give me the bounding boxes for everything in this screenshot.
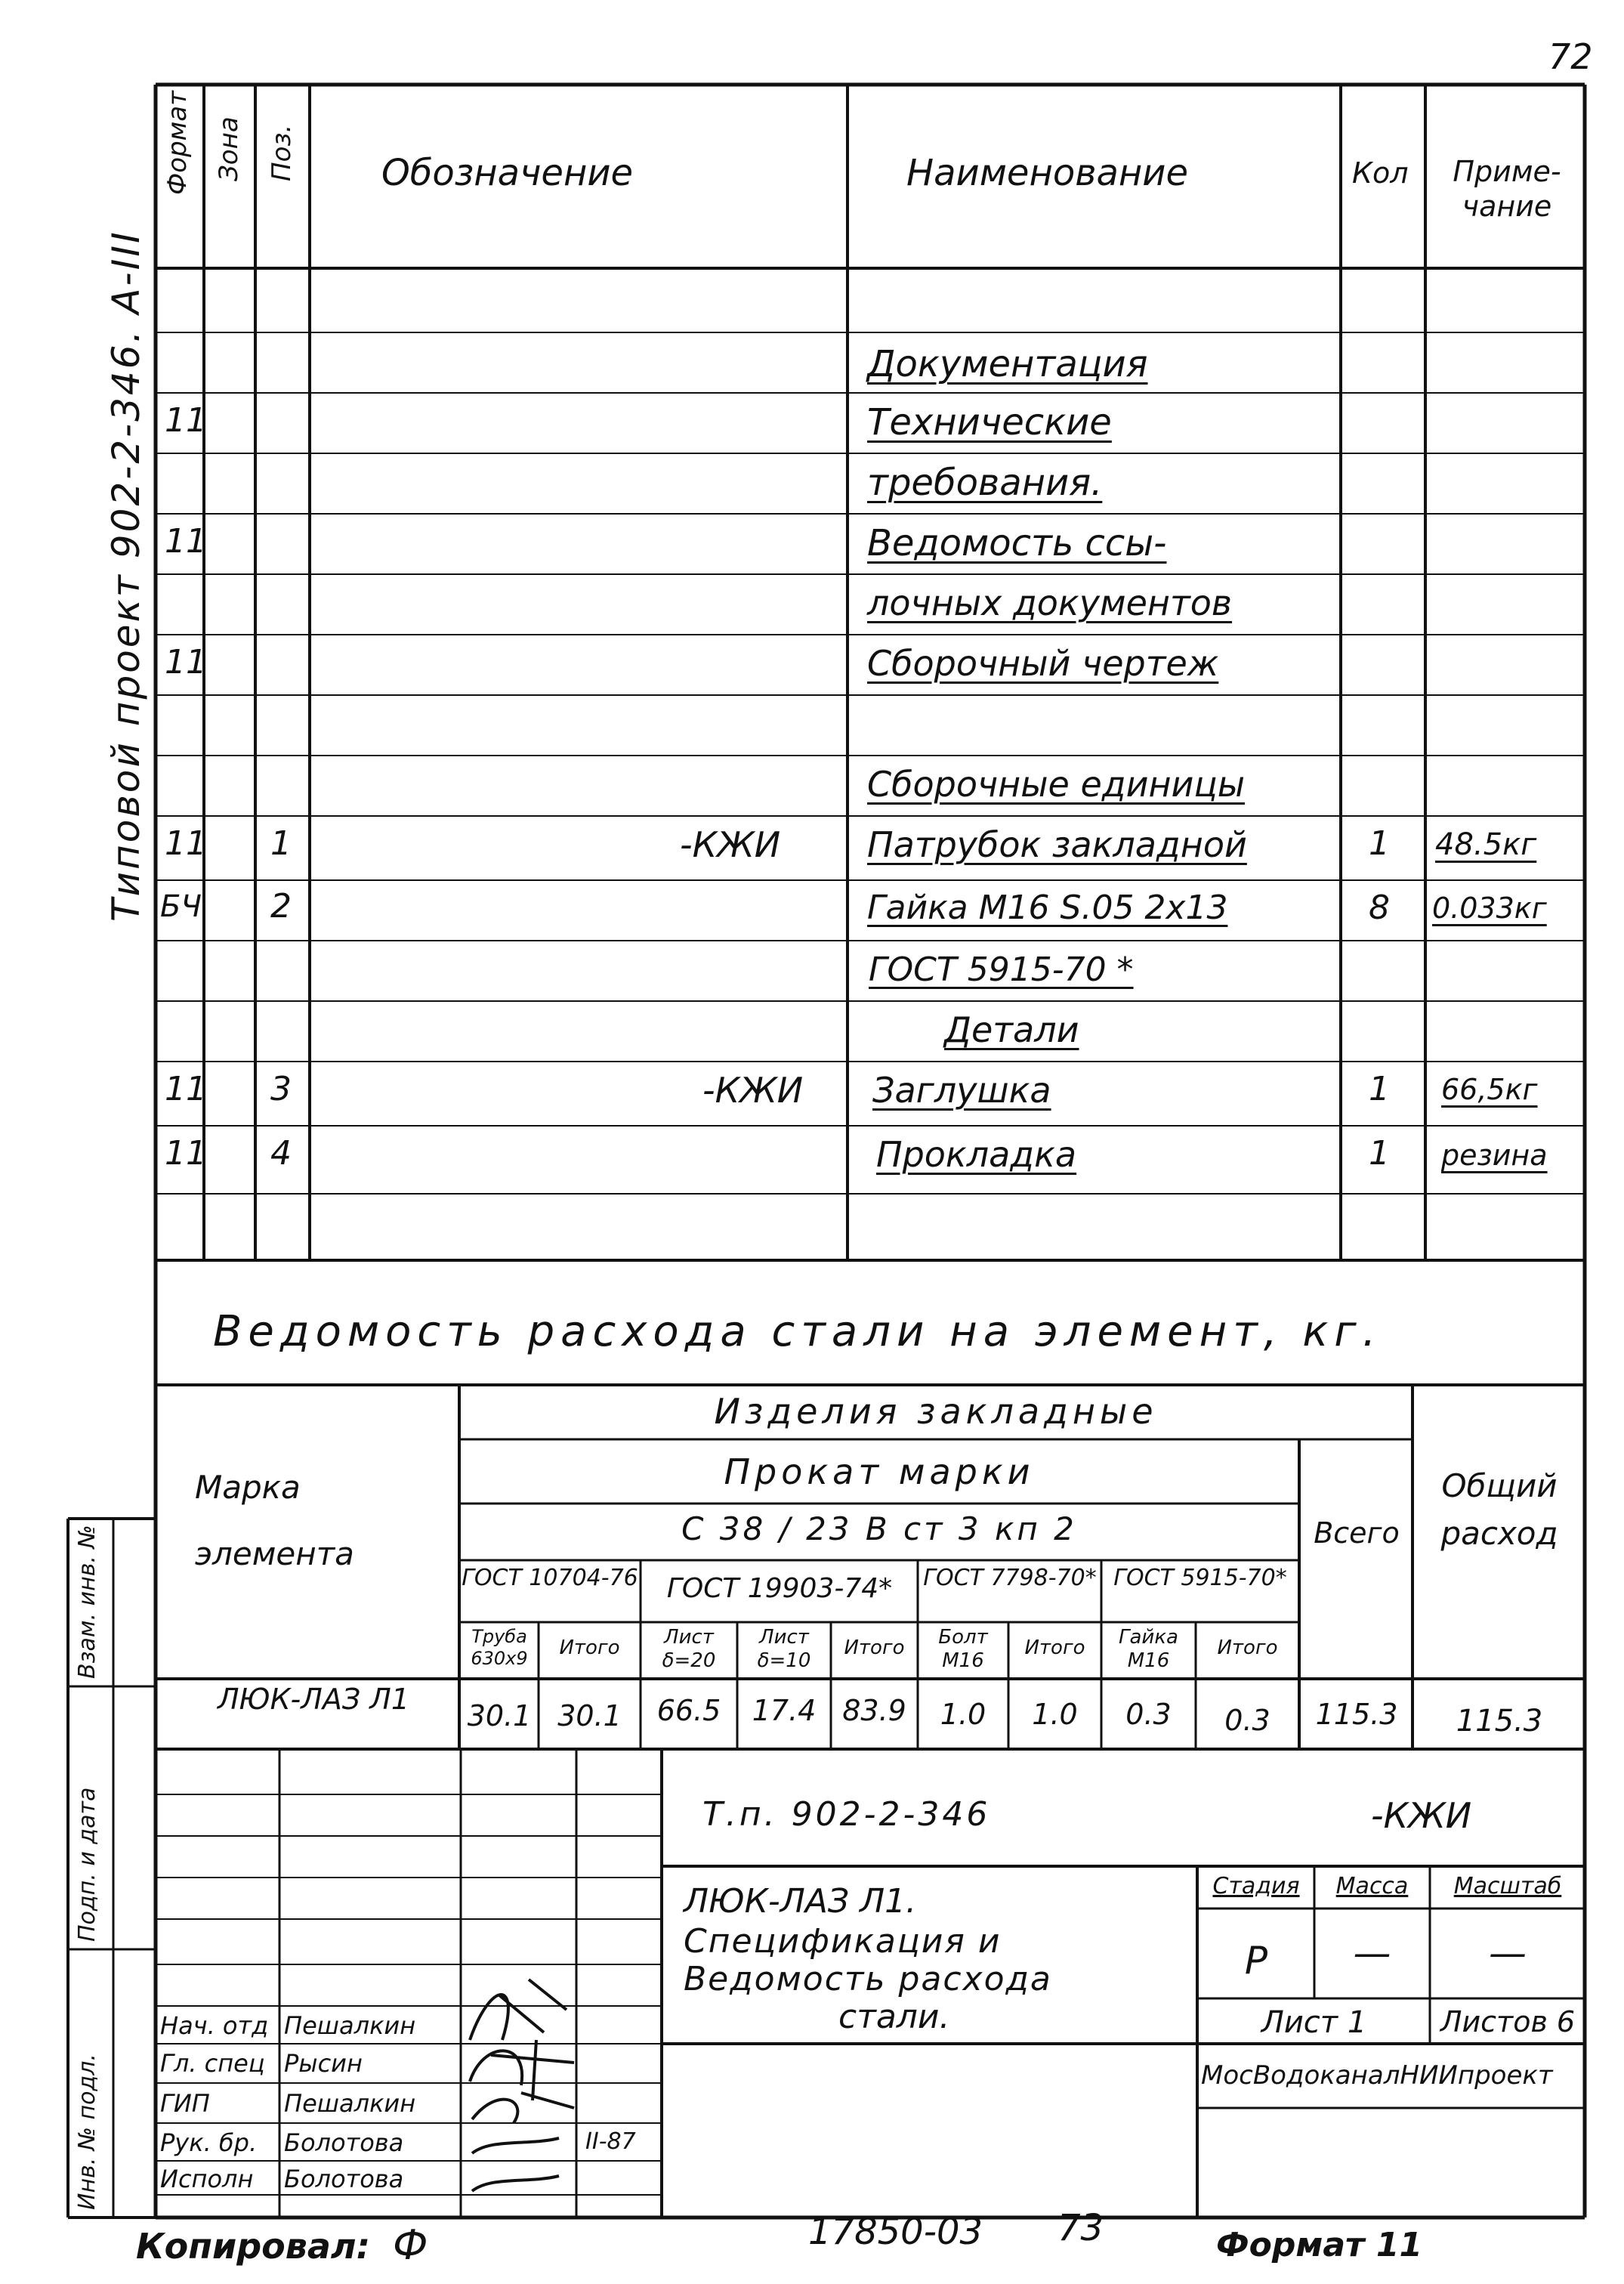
- steel-value: 30.1: [467, 1699, 532, 1732]
- steel-value: 17.4: [752, 1694, 817, 1727]
- steel-total: 115.3: [1315, 1698, 1398, 1731]
- row-pos: 3: [270, 1070, 292, 1108]
- document-number: 17850-03: [808, 2211, 983, 2253]
- organization: МосВодоканалНИИпроект: [1201, 2060, 1553, 2091]
- row-designation: -КЖИ: [702, 1070, 804, 1111]
- row-qty: 1: [1369, 1134, 1390, 1173]
- row-qty: 1: [1369, 824, 1390, 863]
- section-documentation: Документация: [867, 343, 1148, 385]
- row-pos: 4: [270, 1134, 292, 1173]
- row-name: Заглушка: [872, 1070, 1051, 1111]
- row-qty: 8: [1369, 889, 1390, 927]
- sign-role: Рук. бр.: [160, 2128, 258, 2157]
- signatures: [470, 1980, 574, 2191]
- stamp-title-line: стали.: [838, 1998, 950, 2036]
- page-number: 72: [1548, 36, 1593, 77]
- row-designation: -КЖИ: [680, 824, 781, 865]
- element-mark: ЛЮК-ЛАЗ Л1: [217, 1683, 410, 1716]
- row-name: Ведомость ссы-: [867, 522, 1167, 564]
- header-pos: Поз.: [267, 124, 297, 181]
- row-pos: 1: [270, 824, 292, 863]
- row-pos: 2: [270, 887, 292, 926]
- sign-name: Пешалкин: [284, 2089, 416, 2118]
- sub-header: Итого: [844, 1637, 905, 1659]
- sub-header: Лист δ=20: [662, 1626, 716, 1673]
- mark-header: Марка элемента: [195, 1469, 354, 1573]
- steel-overall: 115.3: [1456, 1704, 1543, 1738]
- sheet-number: Лист 1: [1261, 2005, 1367, 2040]
- row-note: 66,5кг: [1441, 1073, 1538, 1106]
- sheet-count: Листов 6: [1440, 2005, 1576, 2038]
- side-cell-sign-date: Подп. и дата: [74, 1787, 100, 1942]
- row-name: Прокладка: [876, 1134, 1077, 1175]
- total-header: Всего: [1314, 1516, 1400, 1550]
- row-name: ГОСТ 5915-70 *: [869, 950, 1134, 989]
- sub-header: Итого: [1217, 1637, 1278, 1659]
- sub-header: Итого: [559, 1637, 620, 1659]
- std-gost-7798: ГОСТ 7798-70*: [923, 1565, 1097, 1591]
- stamp-title-line: ЛЮК-ЛАЗ Л1.: [684, 1882, 917, 1921]
- row-note: резина: [1441, 1139, 1548, 1172]
- sub-header: Болт М16: [938, 1626, 988, 1673]
- row-note: 0.033кг: [1432, 892, 1547, 925]
- sign-role: Гл. спец: [160, 2049, 265, 2078]
- header-format: Формат: [162, 91, 193, 195]
- header-qty: Кол: [1352, 156, 1409, 190]
- mass-value: —: [1353, 1931, 1391, 1975]
- sub-header: Лист δ=10: [757, 1626, 811, 1673]
- sign-name: Болотова: [284, 2128, 404, 2157]
- steel-value: 1.0: [1032, 1698, 1078, 1731]
- stage-header: Стадия: [1212, 1873, 1300, 1899]
- row-qty: 1: [1369, 1070, 1390, 1108]
- products-header: Изделия закладные: [714, 1391, 1158, 1432]
- row-format: БЧ: [160, 889, 202, 924]
- section-details: Детали: [944, 1009, 1079, 1050]
- row-note: 48.5кг: [1435, 827, 1537, 862]
- sign-role: Нач. отд: [160, 2011, 269, 2040]
- header-note: Приме- чание: [1453, 155, 1561, 223]
- copied-label: Копировал:: [136, 2226, 370, 2267]
- stamp-suffix: -КЖИ: [1371, 1795, 1472, 1836]
- stage-value: Р: [1244, 1939, 1268, 1983]
- scale-value: —: [1489, 1931, 1527, 1975]
- header-zone: Зона: [214, 116, 244, 181]
- scale-header: Масштаб: [1453, 1873, 1562, 1899]
- side-cell-orig-inv: Инв. № подл.: [74, 2054, 100, 2210]
- row-name: Технические: [867, 401, 1112, 444]
- row-format: 11: [165, 1070, 207, 1108]
- section-assembly-units: Сборочные единицы: [867, 764, 1246, 805]
- row-name: Гайка М16 S.05 2х13: [867, 889, 1228, 927]
- row-format: 11: [165, 824, 207, 863]
- sub-header: Итого: [1024, 1637, 1085, 1659]
- overall-header: Общий расход: [1440, 1467, 1558, 1552]
- steel-value: 30.1: [557, 1699, 622, 1732]
- document-page: 73: [1057, 2207, 1104, 2249]
- sign-name: Рысин: [284, 2049, 363, 2078]
- row-format: 11: [165, 1134, 207, 1173]
- row-format: 11: [165, 643, 207, 681]
- stamp-code: Т.п. 902-2-346: [702, 1795, 991, 1834]
- sign-role: ГИП: [160, 2089, 210, 2118]
- sign-name: Пешалкин: [284, 2011, 416, 2040]
- row-name: Сборочный чертеж: [867, 643, 1219, 684]
- sign-role: Исполн: [160, 2165, 254, 2193]
- row-name: лочных документов: [867, 583, 1233, 623]
- copied-mark: Ф: [393, 2221, 428, 2269]
- header-name: Наименование: [906, 152, 1189, 194]
- sub-header: Гайка М16: [1119, 1626, 1178, 1673]
- std-gost-5915: ГОСТ 5915-70*: [1113, 1565, 1287, 1591]
- steel-value: 83.9: [842, 1694, 906, 1727]
- side-cell-replace-inv: Взам. инв. №: [74, 1525, 100, 1679]
- row-name: Патрубок закладной: [867, 824, 1247, 865]
- row-format: 11: [165, 522, 207, 561]
- steel-grade: С 38 / 23 В ст 3 кп 2: [681, 1510, 1077, 1547]
- stamp-title-line: Ведомость расхода: [684, 1960, 1052, 1998]
- sign-name: Болотова: [284, 2165, 404, 2193]
- steel-value: 1.0: [940, 1698, 986, 1731]
- sign-date: II-87: [585, 2128, 636, 2155]
- std-gost-19903: ГОСТ 19903-74*: [666, 1573, 893, 1604]
- page-format: Формат 11: [1216, 2226, 1423, 2264]
- std-gost-10704: ГОСТ 10704-76: [462, 1565, 638, 1591]
- row-name: требования.: [867, 462, 1103, 504]
- steel-value: 66.5: [656, 1694, 721, 1727]
- row-format: 11: [165, 401, 207, 440]
- steel-value: 0.3: [1125, 1698, 1172, 1731]
- stamp-title-line: Спецификация и: [684, 1922, 1002, 1961]
- mass-header: Масса: [1335, 1873, 1409, 1899]
- header-designation: Обозначение: [381, 152, 634, 194]
- steel-title: Ведомость расхода стали на элемент, кг.: [213, 1307, 1382, 1356]
- steel-value: 0.3: [1224, 1704, 1270, 1737]
- sub-header: Труба 630х9: [471, 1626, 528, 1669]
- rolled-header: Прокат марки: [724, 1451, 1035, 1492]
- side-title: Типовой проект 902-2-346. А-III: [104, 230, 148, 922]
